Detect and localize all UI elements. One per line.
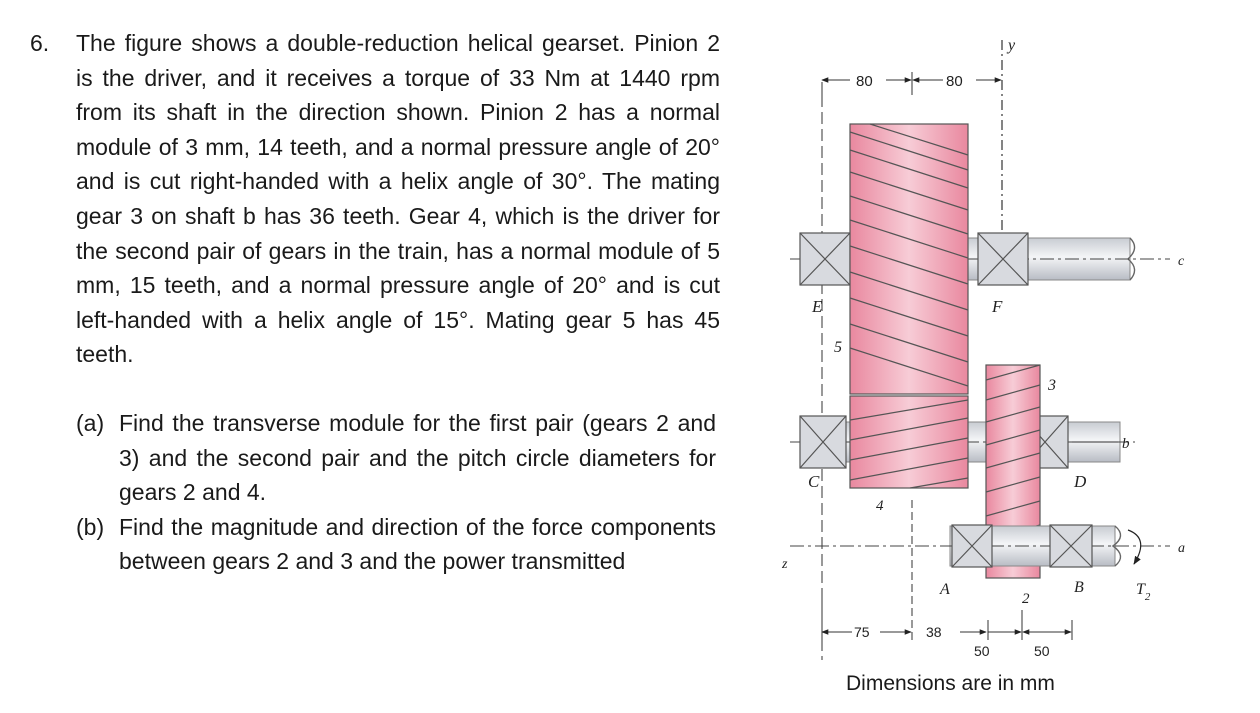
bearing-c-label: C bbox=[808, 472, 820, 491]
part-b-label: (b) bbox=[76, 513, 105, 540]
bearing-b-label: B bbox=[1074, 579, 1084, 596]
shaft-a-label: a bbox=[1178, 541, 1185, 556]
part-a-label: (a) bbox=[76, 410, 105, 436]
part-b-text: Find the magnitude and direction of the force components between gears 2 and 3 and the power transmitted bbox=[119, 513, 716, 575]
bearing-a-label: A bbox=[940, 581, 950, 598]
gearset-figure bbox=[760, 20, 1240, 710]
problem-statement bbox=[30, 26, 720, 372]
bearing-f-label: F bbox=[992, 297, 1003, 316]
gear-2-label: 2 bbox=[1022, 591, 1030, 607]
z-axis-label: z bbox=[782, 557, 788, 572]
y-axis-label: y bbox=[1008, 37, 1016, 54]
part-a bbox=[76, 406, 716, 510]
dim-bottom-75: 75 bbox=[854, 624, 870, 640]
gear-5-label: 5 bbox=[834, 339, 842, 356]
shaft-b-label: b bbox=[1122, 436, 1130, 452]
torque-arrow bbox=[1128, 530, 1141, 564]
part-a-text: Find the transverse module for the first pair (gears 2 and 3) and the second pair and the pitch circle diameters for gears 2 and 4. bbox=[119, 410, 716, 506]
gearset-diagram bbox=[760, 20, 1240, 710]
shaft-c-label: c bbox=[1178, 254, 1185, 269]
gear-3-label: 3 bbox=[1048, 377, 1056, 394]
figure-caption: Dimensions are in mm bbox=[846, 672, 1055, 695]
problem-parts bbox=[76, 406, 716, 579]
torque-label: $T_2$ bbox=[1136, 581, 1151, 603]
problem-number: 6. bbox=[30, 30, 50, 56]
gear-4-label: 4 bbox=[876, 498, 884, 514]
problem-text: The figure shows a double-reduction helical gearset. Pinion 2 is the driver, and it receives a torque of 33 Nm at 1440 rpm from its shaft in the direction shown. Pinion 2 has a normal module of 3 mm, 14 teeth, and a normal pressure angle of 20° and is cut right-handed with a helix angle of 30°. The mating gear 3 on shaft b has 36 teeth. Gear 4, which is the driver for the second pair of gears in the train, has a normal module of 5 mm, 15 teeth, and a normal pressure angle of 20° and is cut left-handed with a helix angle of 15°. Mating gear 5 has 45 teeth. bbox=[76, 30, 720, 368]
dim-top-80-b: 80 bbox=[946, 73, 963, 90]
dim-top-80-a: 80 bbox=[856, 73, 873, 90]
bearing-d-label: D bbox=[1074, 472, 1087, 491]
dim-bottom-50-a: 50 bbox=[974, 643, 990, 659]
bearing-e-label: E bbox=[812, 297, 823, 316]
dim-bottom-38: 38 bbox=[926, 624, 942, 640]
dim-bottom-50-b: 50 bbox=[1034, 643, 1050, 659]
part-b bbox=[76, 510, 716, 579]
